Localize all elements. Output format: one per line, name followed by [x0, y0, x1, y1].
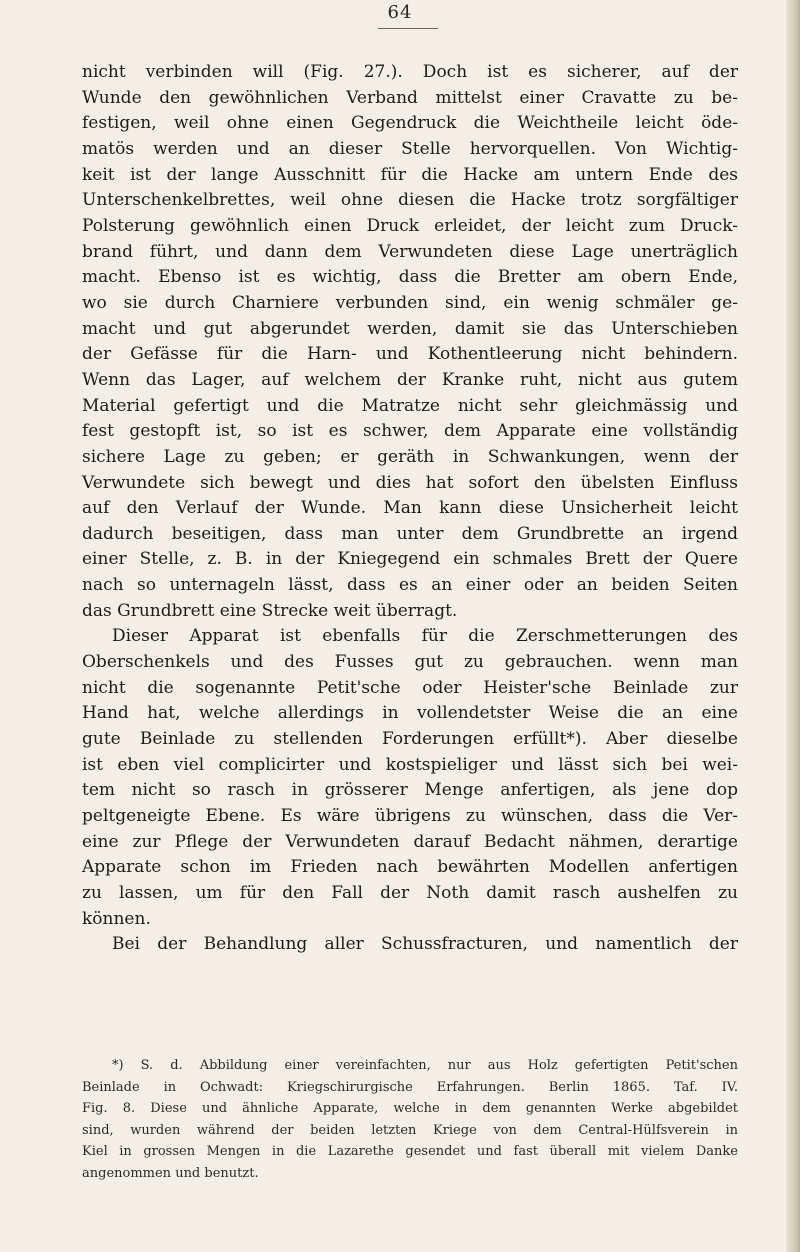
footnote-line: sind, wurden während der beiden letzten Kriege von dem Central-Hülfsverein in [82, 1122, 738, 1138]
text-line: Unterschenkelbrettes, weil ohne diesen die Hacke trotz sorgfältiger [82, 190, 738, 211]
text-line: das Grundbrett eine Strecke weit überragt. [82, 600, 458, 621]
text-line: nach so unternageln lässt, dass es an einer oder an beiden Seiten [82, 575, 738, 596]
text-line: festigen, weil ohne einen Gegendruck die Weichtheile leicht öde- [82, 113, 738, 134]
text-line: Verwundete sich bewegt und dies hat sofort den übelsten Einfluss [82, 472, 738, 493]
text-line: peltgeneigte Ebene. Es wäre übrigens zu wünschen, dass die Ver- [82, 806, 738, 827]
text-line: Hand hat, welche allerdings in vollendetster Weise die an eine [82, 703, 738, 724]
text-line: brand führt, und dann dem Verwundeten diese Lage unerträglich [82, 241, 738, 262]
text-line: Wenn das Lager, auf welchem der Kranke ruht, nicht aus gutem [82, 369, 738, 390]
text-line: macht. Ebenso ist es wichtig, dass die Bretter am obern Ende, [82, 267, 738, 288]
paragraph-start-line: Bei der Behandlung aller Schussfracturen, und namentlich der [112, 934, 738, 955]
text-line: Polsterung gewöhnlich einen Druck erleidet, der leicht zum Druck- [82, 215, 738, 236]
text-line: ist eben viel complicirter und kostspieliger und lässt sich bei wei- [82, 754, 738, 775]
footnote-line: angenommen und benutzt. [82, 1165, 259, 1181]
text-line: dadurch beseitigen, dass man unter dem Grundbrette an irgend [82, 523, 738, 544]
paragraph-start-line: Dieser Apparat ist ebenfalls für die Zerschmetterungen des [112, 626, 738, 647]
text-line: keit ist der lange Ausschnitt für die Hacke am untern Ende des [82, 164, 738, 185]
text-line: fest gestopft ist, so ist es schwer, dem Apparate eine vollständig [82, 421, 738, 442]
text-line: der Gefässe für die Harn- und Kothentleerung nicht behindern. [82, 344, 738, 365]
text-line: auf den Verlauf der Wunde. Man kann diese Unsicherheit leicht [82, 498, 738, 519]
text-line: macht und gut abgerundet werden, damit sie das Unterschieben [82, 318, 738, 339]
footnote-line: Kiel in grossen Mengen in die Lazarethe gesendet und fast überall mit vielem Danke [82, 1144, 738, 1159]
text-line: eine zur Pflege der Verwundeten darauf Bedacht nähmen, derartige [82, 831, 738, 852]
text-line: sichere Lage zu geben; er geräth in Schwankungen, wenn der [82, 446, 738, 467]
footnote-line: Beinlade in Ochwadt: Kriegschirurgische Erfahrungen. Berlin 1865. Taf. IV. [82, 1079, 738, 1095]
text-line: tem nicht so rasch in grösserer Menge anfertigen, als jene dop [82, 780, 738, 801]
text-line: nicht verbinden will (Fig. 27.). Doch ist es sicherer, auf der [82, 62, 738, 82]
text-line: Wunde den gewöhnlichen Verband mittelst einer Cravatte zu be- [82, 87, 738, 108]
text-line: wo sie durch Charniere verbunden sind, ein wenig schmäler ge- [82, 292, 738, 313]
page-number: 64 [387, 2, 413, 23]
text-line: matös werden und an dieser Stelle hervorquellen. Von Wichtig- [82, 138, 738, 159]
footnote-line: Fig. 8. Diese und ähnliche Apparate, welche in dem genannten Werke abgebildet [82, 1101, 738, 1116]
text-line: Apparate schon im Frieden nach bewährten Modellen anfertigen [82, 857, 738, 878]
text-line: können. [82, 908, 151, 929]
footnote-line: *) S. d. Abbildung einer vereinfachten, nur aus Holz gefertigten Petit'schen [112, 1058, 738, 1073]
body-text [82, 60, 738, 958]
text-line: einer Stelle, z. B. in der Kniegegend ein schmales Brett der Quere [82, 549, 738, 570]
text-line: nicht die sogenannte Petit'sche oder Heister'sche Beinlade zur [82, 677, 738, 698]
text-line: gute Beinlade zu stellenden Forderungen erfüllt*). Aber dieselbe [82, 729, 738, 750]
text-line: zu lassen, um für den Fall der Noth damit rasch aushelfen zu [82, 883, 738, 903]
text-line: Material gefertigt und die Matratze nicht sehr gleichmässig und [82, 395, 738, 416]
text-line: Oberschenkels und des Fusses gut zu gebrauchen. wenn man [82, 652, 738, 673]
page-edge [786, 0, 800, 1252]
header-rule [378, 28, 438, 29]
footnote [82, 1055, 738, 1184]
